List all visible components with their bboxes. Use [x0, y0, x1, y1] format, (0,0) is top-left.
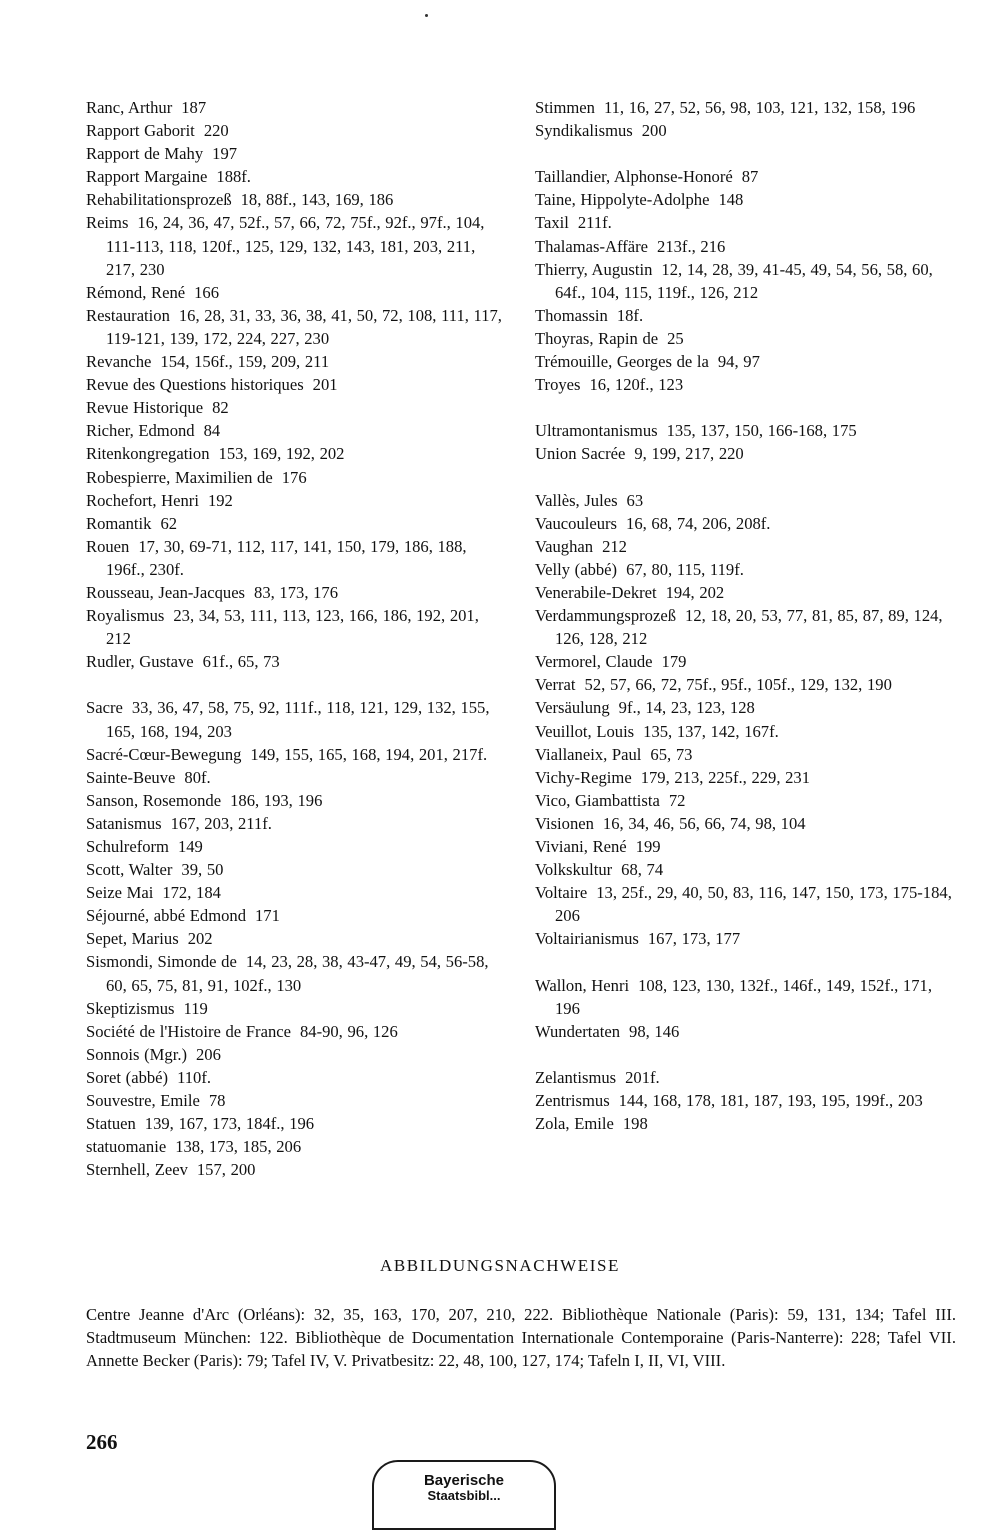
- index-entry: [86, 1043, 506, 1066]
- section-gap: [535, 396, 960, 419]
- index-entry: [535, 673, 960, 696]
- index-pages: 14, 23, 28, 38, 43-47, 49, 54, 56-58, 60, 65, 75, 81, 91, 102f., 130: [106, 952, 489, 995]
- index-term: Visionen: [535, 813, 594, 833]
- index-pages: 23, 34, 53, 111, 113, 123, 166, 186, 192, 201, 212: [106, 606, 479, 649]
- index-pages: 83, 173, 176: [254, 582, 338, 602]
- index-term: Romantik: [86, 513, 152, 533]
- index-term: Wundertaten: [535, 1021, 621, 1041]
- index-term: Thalamas-Affäre: [535, 236, 649, 256]
- section-gap: [535, 1043, 960, 1066]
- index-entry: [86, 535, 506, 581]
- index-pages: 197: [212, 144, 238, 164]
- index-term: Troyes: [535, 375, 581, 395]
- index-pages: 87: [741, 167, 759, 187]
- index-pages: 167, 203, 211f.: [170, 813, 272, 833]
- index-pages: 171: [255, 906, 280, 926]
- index-entry: [86, 604, 506, 650]
- index-term: Stimmen: [535, 98, 595, 117]
- index-entry: [535, 489, 960, 512]
- index-entry: [535, 304, 960, 327]
- index-entry: [535, 211, 960, 234]
- index-term: Statuen: [86, 1114, 136, 1134]
- index-term: Vichy-Regime: [535, 767, 632, 787]
- index-entry: [535, 974, 960, 1020]
- index-pages: 12, 18, 20, 53, 77, 81, 85, 87, 89, 124, 126, 128, 212: [555, 606, 943, 649]
- index-pages: 16, 120f., 123: [589, 375, 684, 395]
- index-term: Robespierre, Maximilien de: [86, 467, 273, 487]
- index-entry: [535, 812, 960, 835]
- index-entry: [535, 512, 960, 535]
- index-term: Satanismus: [86, 813, 162, 833]
- index-term: Rapport de Mahy: [86, 144, 204, 164]
- index-term: Vaucouleurs: [535, 513, 618, 533]
- index-entry: [86, 789, 506, 812]
- index-entry: [86, 96, 506, 119]
- index-term: Syndikalismus: [535, 121, 633, 141]
- index-pages: 13, 25f., 29, 40, 50, 83, 116, 147, 150, 173, 175-184, 206: [555, 883, 952, 926]
- index-entry: [535, 188, 960, 211]
- index-term: Royalismus: [86, 606, 165, 626]
- index-term: Revue Historique: [86, 398, 204, 418]
- library-stamp: [372, 1460, 556, 1530]
- index-pages: 154, 156f., 159, 209, 211: [160, 352, 330, 372]
- index-entry: [535, 604, 960, 650]
- index-term: Union Sacrée: [535, 444, 626, 464]
- index-term: Versäulung: [535, 698, 610, 718]
- index-term: Schulreform: [86, 837, 169, 856]
- index-term: Rehabilitationsprozeß: [86, 190, 232, 210]
- index-column-left: [86, 96, 506, 1181]
- index-pages: 9f., 14, 23, 123, 128: [618, 698, 755, 718]
- index-pages: 18, 88f., 143, 169, 186: [240, 190, 394, 210]
- index-pages: 94, 97: [717, 352, 760, 372]
- page-number: 266: [86, 1430, 118, 1454]
- index-entry: [86, 904, 506, 927]
- index-entry: [535, 350, 960, 373]
- index-term: Venerabile-Dekret: [535, 582, 657, 602]
- index-pages: 16, 24, 36, 47, 52f., 57, 66, 72, 75f., 92f., 97f., 104, 111-113, 118, 120f., 125, 129, 132, 143, 181, 203, 211, 217, 230: [106, 213, 485, 279]
- index-entry: [86, 211, 506, 280]
- index-pages: 179, 213, 225f., 229, 231: [640, 767, 811, 787]
- index-term: Revanche: [86, 352, 152, 372]
- index-entry: [86, 419, 506, 442]
- index-pages: 220: [203, 121, 229, 141]
- index-entry: [86, 1089, 506, 1112]
- index-pages: 16, 68, 74, 206, 208f.: [626, 513, 771, 533]
- index-entry: [86, 396, 506, 419]
- index-term: Volkskultur: [535, 860, 613, 880]
- index-term: Vallès, Jules: [535, 490, 618, 510]
- index-pages: 9, 199, 217, 220: [634, 444, 744, 464]
- index-pages: 198: [622, 1114, 648, 1134]
- index-pages: 11, 16, 27, 52, 56, 98, 103, 121, 132, 158, 196: [603, 98, 916, 117]
- index-pages: 200: [641, 121, 667, 141]
- index-pages: 25: [667, 328, 684, 348]
- index-entry: [535, 373, 960, 396]
- index-pages: 138, 173, 185, 206: [175, 1137, 302, 1157]
- index-entry: [86, 373, 506, 396]
- index-term: Velly (abbé): [535, 559, 618, 579]
- index-entry: [535, 881, 960, 927]
- index-entry: [535, 419, 960, 442]
- index-term: Vermorel, Claude: [535, 652, 653, 672]
- index-entry: [86, 696, 506, 742]
- index-pages: 179: [661, 652, 687, 672]
- index-entry: [535, 1112, 960, 1135]
- index-term: Verdammungsprozeß: [535, 606, 677, 626]
- index-entry: [86, 512, 506, 535]
- index-entry: [535, 927, 960, 950]
- index-pages: 108, 123, 130, 132f., 146f., 149, 152f., 171, 196: [555, 975, 932, 1018]
- index-pages: 39, 50: [181, 860, 224, 880]
- index-term: Ritenkongregation: [86, 444, 210, 464]
- index-pages: 72: [668, 790, 686, 810]
- index-entry: [86, 858, 506, 881]
- index-term: Sacré-Cœur-Bewegung: [86, 744, 242, 764]
- index-pages: 172, 184: [162, 883, 221, 903]
- index-pages: 12, 14, 28, 39, 41-45, 49, 54, 56, 58, 60, 64f., 104, 115, 119f., 126, 212: [555, 259, 933, 302]
- index-pages: 98, 146: [629, 1021, 680, 1041]
- stamp-line-2: Staatsbibl...: [427, 1488, 501, 1503]
- section-gap: [535, 142, 960, 165]
- index-entry: [535, 258, 960, 304]
- index-term: Sternhell, Zeev: [86, 1160, 188, 1180]
- index-entry: [86, 997, 506, 1020]
- index-entry: [86, 1158, 506, 1181]
- index-entry: [535, 327, 960, 350]
- index-entry: [535, 789, 960, 812]
- index-term: Verrat: [535, 675, 576, 695]
- index-term: Reims: [86, 213, 129, 233]
- index-pages: 153, 169, 192, 202: [218, 444, 345, 464]
- index-term: Sainte-Beuve: [86, 767, 176, 787]
- abbildungsnachweise-text: Centre Jeanne d'Arc (Orléans): 32, 35, 163, 170, 207, 210, 222. Bibliothèque Nationale (Paris): 59, 131, 134; Tafel III. Stadtmuseum München: 122. Bibliothèque de Documentation Internationale Contemporaine (Paris-Nanterre): 228; Tafel VII. Annette Becker (Paris): 79; Tafel IV, V. Privatbesitz: 22, 48, 100, 127, 174; Tafeln I, II, VI, VIII.: [86, 1305, 956, 1371]
- index-pages: 78: [208, 1091, 226, 1111]
- index-pages: 65, 73: [650, 744, 693, 764]
- index-pages: 186, 193, 196: [230, 790, 323, 810]
- index-pages: 52, 57, 66, 72, 75f., 95f., 105f., 129, 132, 190: [584, 675, 892, 695]
- index-entry: [86, 142, 506, 165]
- index-term: Voltairianismus: [535, 929, 639, 949]
- index-term: Rousseau, Jean-Jacques: [86, 582, 246, 602]
- index-term: Zola, Emile: [535, 1114, 614, 1134]
- stamp-line-1: Bayerische: [423, 1472, 505, 1489]
- index-pages: 62: [160, 513, 178, 533]
- index-pages: 212: [602, 536, 627, 556]
- index-term: Taxil: [535, 213, 569, 233]
- index-entry: [535, 535, 960, 558]
- scan-dot: [425, 14, 428, 17]
- index-term: Wallon, Henri: [535, 975, 630, 995]
- index-entry: [535, 119, 960, 142]
- index-term: Souvestre, Emile: [86, 1091, 200, 1111]
- index-term: Soret (abbé): [86, 1067, 169, 1087]
- index-term: Rudler, Gustave: [86, 652, 194, 672]
- index-entry: [86, 881, 506, 904]
- index-pages: 166: [194, 282, 220, 302]
- index-pages: 201: [312, 375, 338, 395]
- index-entry: [535, 235, 960, 258]
- index-entry: [86, 835, 506, 858]
- index-entry: [86, 766, 506, 789]
- index-term: statuomanie: [86, 1137, 167, 1157]
- index-pages: 61f., 65, 73: [202, 652, 280, 672]
- index-term: Viviani, René: [535, 837, 627, 856]
- index-pages: 199: [635, 837, 661, 856]
- index-pages: 67, 80, 115, 119f.: [626, 559, 744, 579]
- index-pages: 82: [212, 398, 229, 418]
- index-term: Taine, Hippolyte-Adolphe: [535, 190, 710, 210]
- index-term: Vico, Giambattista: [535, 790, 660, 810]
- index-pages: 211f.: [577, 213, 612, 233]
- index-entry: [86, 350, 506, 373]
- index-entry: [535, 743, 960, 766]
- index-term: Taillandier, Alphonse-Honoré: [535, 167, 733, 187]
- index-term: Rochefort, Henri: [86, 490, 199, 510]
- index-entry: [535, 1066, 960, 1089]
- index-entry: [535, 696, 960, 719]
- index-pages: 17, 30, 69-71, 112, 117, 141, 150, 179, 186, 188, 196f., 230f.: [106, 536, 467, 579]
- index-term: Sepet, Marius: [86, 929, 179, 949]
- index-entry: [86, 442, 506, 465]
- index-term: Rouen: [86, 536, 130, 556]
- index-pages: 18f.: [616, 305, 644, 325]
- index-pages: 119: [183, 998, 208, 1018]
- section-gap: [535, 950, 960, 973]
- index-entry: [535, 442, 960, 465]
- index-pages: 149: [177, 837, 203, 856]
- abbildungsnachweise-heading: ABBILDUNGSNACHWEISE: [379, 1256, 621, 1275]
- index-pages: 188f.: [216, 167, 251, 187]
- index-entry: [535, 720, 960, 743]
- index-term: Société de l'Histoire de France: [86, 1021, 291, 1041]
- index-term: Thoyras, Rapin de: [535, 328, 659, 348]
- index-term: Thierry, Augustin: [535, 259, 653, 279]
- index-term: Sonnois (Mgr.): [86, 1044, 187, 1064]
- index-term: Viallaneix, Paul: [535, 744, 642, 764]
- index-pages: 206: [196, 1044, 221, 1064]
- index-entry: [535, 1020, 960, 1043]
- index-term: Zelantismus: [535, 1067, 617, 1087]
- index-entry: [86, 581, 506, 604]
- index-term: Voltaire: [535, 883, 588, 903]
- index-entry: [86, 927, 506, 950]
- index-entry: [86, 466, 506, 489]
- index-term: Séjourné, abbé Edmond: [86, 906, 246, 926]
- index-entry: [86, 950, 506, 996]
- index-term: Sanson, Rosemonde: [86, 790, 222, 810]
- index-pages: 157, 200: [196, 1160, 256, 1180]
- index-term: Sismondi, Simonde de: [86, 952, 237, 972]
- index-entry: [535, 96, 960, 119]
- index-pages: 63: [626, 490, 644, 510]
- index-pages: 16, 34, 46, 56, 66, 74, 98, 104: [602, 813, 806, 833]
- index-term: Zentrismus: [535, 1091, 610, 1111]
- index-entry: [535, 581, 960, 604]
- index-entry: [86, 1112, 506, 1135]
- index-pages: 202: [187, 929, 213, 949]
- index-pages: 139, 167, 173, 184f., 196: [144, 1114, 315, 1134]
- section-gap: [535, 466, 960, 489]
- index-term: Trémouille, Georges de la: [535, 352, 709, 372]
- index-pages: 167, 173, 177: [647, 929, 741, 949]
- index-pages: 201f.: [625, 1067, 660, 1087]
- index-term: Rapport Margaine: [86, 167, 208, 187]
- index-entry: [86, 1066, 506, 1089]
- index-term: Vaughan: [535, 536, 594, 556]
- index-term: Veuillot, Louis: [535, 721, 635, 741]
- index-term: Seize Mai: [86, 883, 154, 903]
- index-entry: [86, 188, 506, 211]
- index-term: Ranc, Arthur: [86, 98, 173, 117]
- index-pages: 194, 202: [665, 582, 725, 602]
- index-term: Rapport Gaborit: [86, 121, 195, 141]
- index-term: Rémond, René: [86, 282, 186, 302]
- index-pages: 149, 155, 165, 168, 194, 201, 217f.: [250, 744, 488, 764]
- index-term: Richer, Edmond: [86, 421, 195, 441]
- index-entry: [86, 1135, 506, 1158]
- index-entry: [535, 165, 960, 188]
- index-entry: [86, 119, 506, 142]
- index-pages: 144, 168, 178, 181, 187, 193, 195, 199f., 203: [618, 1091, 923, 1111]
- index-term: Ultramontanismus: [535, 421, 658, 441]
- index-entry: [86, 165, 506, 188]
- section-gap: [86, 673, 506, 696]
- index-pages: 110f.: [177, 1067, 212, 1087]
- index-entry: [86, 650, 506, 673]
- index-pages: 68, 74: [621, 860, 664, 880]
- index-pages: 148: [718, 190, 744, 210]
- index-entry: [86, 812, 506, 835]
- index-term: Scott, Walter: [86, 860, 173, 880]
- index-pages: 213f., 216: [657, 236, 726, 256]
- index-entry: [86, 1020, 506, 1043]
- index-entry: [535, 858, 960, 881]
- index-term: Skeptizismus: [86, 998, 175, 1018]
- index-column-right: [535, 96, 960, 1135]
- index-pages: 187: [181, 98, 207, 117]
- index-pages: 135, 137, 142, 167f.: [643, 721, 779, 741]
- index-term: Revue des Questions historiques: [86, 375, 304, 395]
- index-pages: 84-90, 96, 126: [299, 1021, 398, 1041]
- index-pages: 16, 28, 31, 33, 36, 38, 41, 50, 72, 108, 111, 117, 119-121, 139, 172, 224, 227, 230: [106, 305, 502, 348]
- index-entry: [86, 489, 506, 512]
- index-entry: [86, 304, 506, 350]
- index-pages: 176: [281, 467, 307, 487]
- index-pages: 80f.: [184, 767, 211, 787]
- index-term: Thomassin: [535, 305, 608, 325]
- index-pages: 84: [203, 421, 221, 441]
- index-entry: [86, 743, 506, 766]
- index-entry: [535, 558, 960, 581]
- index-term: Sacre: [86, 698, 123, 718]
- index-entry: [535, 835, 960, 858]
- index-pages: 192: [207, 490, 233, 510]
- index-entry: [535, 766, 960, 789]
- index-term: Restauration: [86, 305, 170, 325]
- index-entry: [86, 281, 506, 304]
- index-entry: [535, 1089, 960, 1112]
- index-pages: 135, 137, 150, 166-168, 175: [666, 421, 857, 441]
- index-pages: 33, 36, 47, 58, 75, 92, 111f., 118, 121, 129, 132, 155, 165, 168, 194, 203: [106, 698, 490, 741]
- index-entry: [535, 650, 960, 673]
